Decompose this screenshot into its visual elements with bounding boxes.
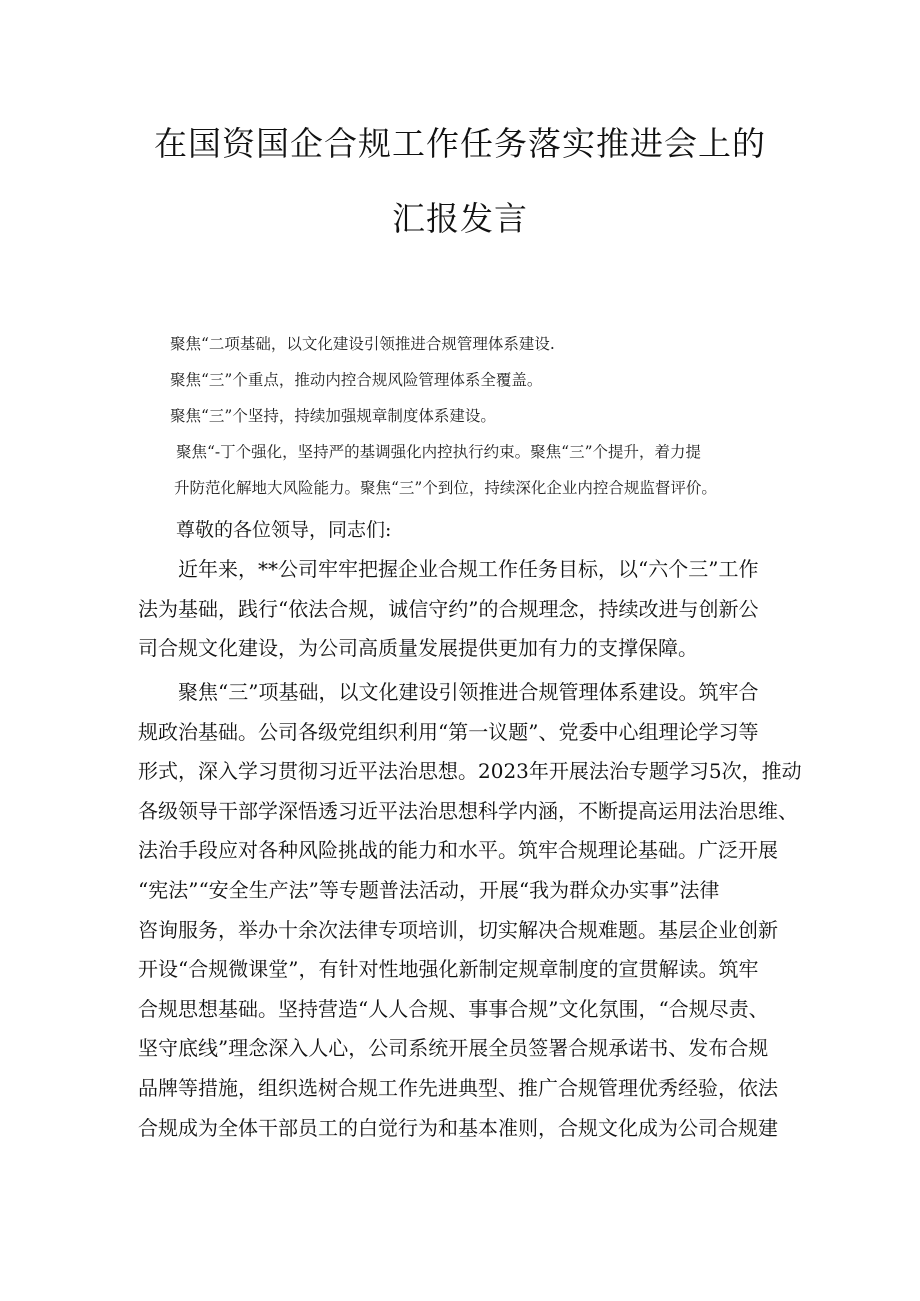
- paragraph-line: 各级领导干部学深悟透习近平法治思想科学内涵，不断提高运用法治思维、: [138, 798, 798, 823]
- summary-item: 聚焦“三”个坚持，持续加强规章制度体系建设。: [170, 407, 496, 425]
- paragraph-line: 法为基础，践行“依法合规，诚信守约”的合规理念，持续改进与创新公: [138, 596, 759, 621]
- summary-line: 升防范化解地大风险能力。聚焦“三”个到位，持续深化企业内控合规监督评价。: [174, 479, 717, 497]
- paragraph-line: 坚守底线”理念深入人心，公司系统开展全员签署合规承诺书、发布合规: [138, 1036, 769, 1061]
- document-title-line-2: 汇报发言: [392, 199, 528, 238]
- paragraph-line: 合规思想基础。坚持营造“人人合规、事事合规”文化氛围，“合规尽责、: [138, 996, 769, 1021]
- summary-line: 聚焦“-丁个强化，坚持严的基调强化内控执行约束。聚焦“三”个提升，着力提: [176, 443, 702, 461]
- paragraph-line: 聚焦“三”项基础，以文化建设引领推进合规管理体系建设。筑牢合: [178, 680, 759, 704]
- summary-item: [176, 434, 786, 506]
- paragraph-line: 形式，深入学习贯彻习近平法治思想。2023年开展法治专题学习5次，推动: [138, 759, 802, 784]
- paragraph-1: [138, 550, 788, 669]
- paragraph-line: “宪法”“安全生产法”等专题普法活动，开展“我为群众办实事”法律: [138, 877, 720, 902]
- paragraph-line: 品牌等措施，组织选树合规工作先进典型、推广合规管理优秀经验，依法: [138, 1075, 778, 1100]
- paragraph-line: 合规成为全体干部员工的白觉行为和基本准则，合规文化成为公司合规建: [138, 1115, 778, 1140]
- paragraph-line: 咨询服务，举办十余次法律专项培训，切实解决合规难题。基层企业创新: [138, 917, 778, 942]
- paragraph-line: 开设“合规微课堂”，有针对性地强化新制定规章制度的宣贯解读。筑牢: [138, 957, 759, 982]
- summary-list: [170, 326, 790, 506]
- greeting: 尊敬的各位领导，同志们:: [176, 519, 392, 541]
- paragraph-2: [138, 673, 802, 1148]
- paragraph-line: 近年来，**公司牢牢把握企业合规工作任务目标，以“六个三”工作: [178, 557, 759, 581]
- summary-item: 聚焦“三”个重点，推动内控合规风险管理体系全覆盖。: [170, 371, 543, 389]
- paragraph-line: 司合规文化建设，为公司高质量发展提供更加有力的支撑保障。: [138, 636, 698, 661]
- summary-item: 聚焦“二项基础，以文化建设引领推进合规管理体系建设.: [170, 335, 555, 353]
- paragraph-line: 规政治基础。公司各级党组织利用“第一议题”、党委中心组理论学习等: [138, 719, 759, 744]
- paragraph-line: 法治手段应对各种风险挑战的能力和水平。筑牢合规理论基础。广泛开展: [138, 838, 778, 863]
- document-title-line-1: 在国资国企合规工作任务落实推进会上的: [154, 124, 766, 163]
